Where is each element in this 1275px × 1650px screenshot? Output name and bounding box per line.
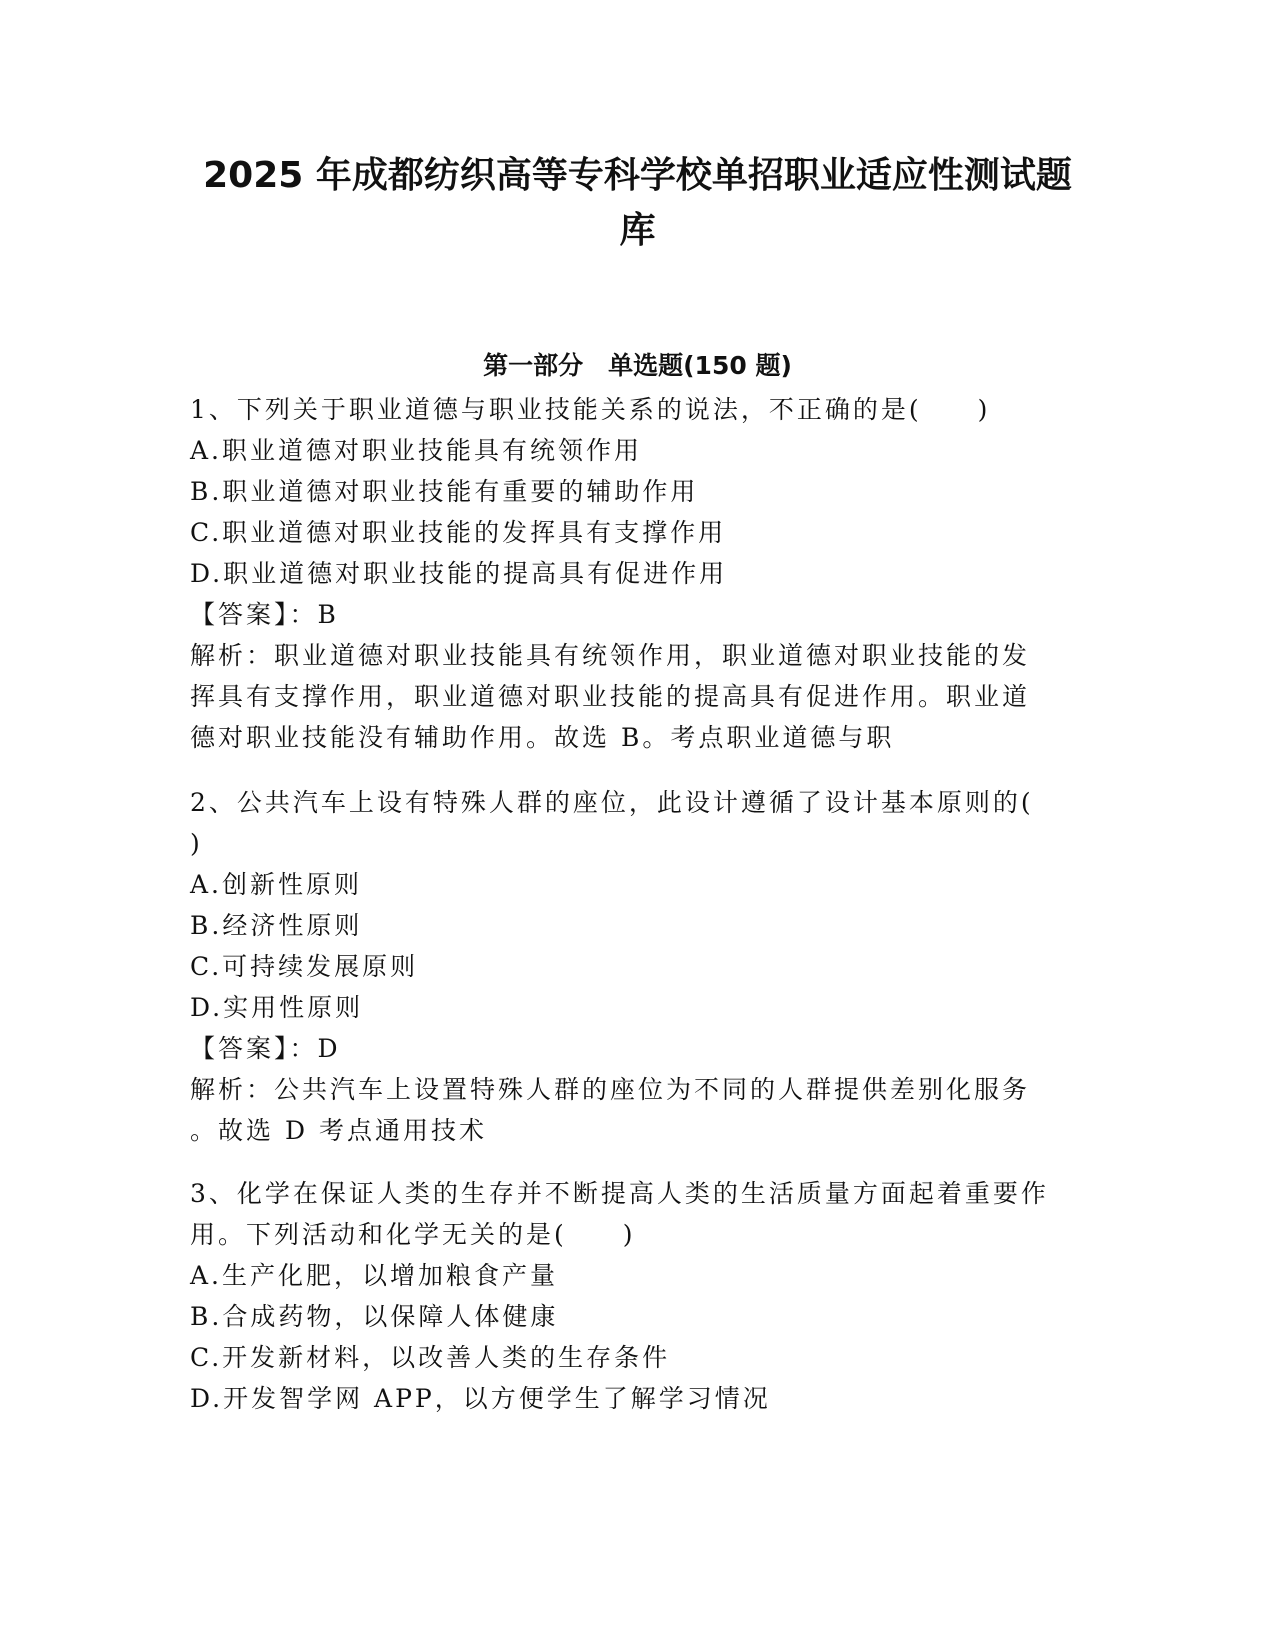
question-1-option-d: D.职业道德对职业技能的提高具有促进作用 xyxy=(190,559,728,588)
question-1-answer: 【答案】：B xyxy=(190,600,339,629)
question-2-stem-line-2: ) xyxy=(190,829,203,858)
question-1-stem: 1、下列关于职业道德与职业技能关系的说法，不正确的是( ) xyxy=(190,395,991,424)
question-2-analysis-line-2: 。故选 D 考点通用技术 xyxy=(190,1116,487,1145)
document-title-line-2: 库 xyxy=(619,210,656,251)
question-1-option-a: A.职业道德对职业技能具有统领作用 xyxy=(190,436,643,465)
question-2-analysis-line-1: 解析：公共汽车上设置特殊人群的座位为不同的人群提供差别化服务 xyxy=(190,1075,1031,1104)
question-2-option-a: A.创新性原则 xyxy=(190,870,363,899)
question-1-option-b: B.职业道德对职业技能有重要的辅助作用 xyxy=(190,477,699,506)
question-2-option-b: B.经济性原则 xyxy=(190,911,363,940)
question-3-stem-line-1: 3、化学在保证人类的生存并不断提高人类的生活质量方面起着重要作 xyxy=(190,1179,1049,1208)
question-1-analysis-line-1: 解析：职业道德对职业技能具有统领作用，职业道德对职业技能的发 xyxy=(190,641,1031,670)
question-2-option-c: C.可持续发展原则 xyxy=(190,952,419,981)
question-1-analysis-line-2: 挥具有支撑作用，职业道德对职业技能的提高具有促进作用。职业道 xyxy=(190,682,1031,711)
document-title-line-1: 2025 年成都纺织高等专科学校单招职业适应性测试题 xyxy=(203,155,1072,196)
question-3-option-d: D.开发智学网 APP，以方便学生了解学习情况 xyxy=(190,1384,771,1413)
question-2-answer: 【答案】：D xyxy=(190,1034,341,1063)
question-3-stem-line-2: 用。下列活动和化学无关的是( ) xyxy=(190,1220,636,1249)
section-heading: 第一部分 单选题(150 题) xyxy=(483,351,792,380)
question-1-option-c: C.职业道德对职业技能的发挥具有支撑作用 xyxy=(190,518,727,547)
question-1-analysis-line-3: 德对职业技能没有辅助作用。故选 B。考点职业道德与职 xyxy=(190,723,895,752)
question-3-option-b: B.合成药物，以保障人体健康 xyxy=(190,1302,559,1331)
question-3-option-c: C.开发新材料，以改善人类的生存条件 xyxy=(190,1343,671,1372)
question-3-option-a: A.生产化肥，以增加粮食产量 xyxy=(190,1261,559,1290)
question-2-stem-line-1: 2、公共汽车上设有特殊人群的座位，此设计遵循了设计基本原则的( xyxy=(190,788,1034,817)
question-2-option-d: D.实用性原则 xyxy=(190,993,364,1022)
